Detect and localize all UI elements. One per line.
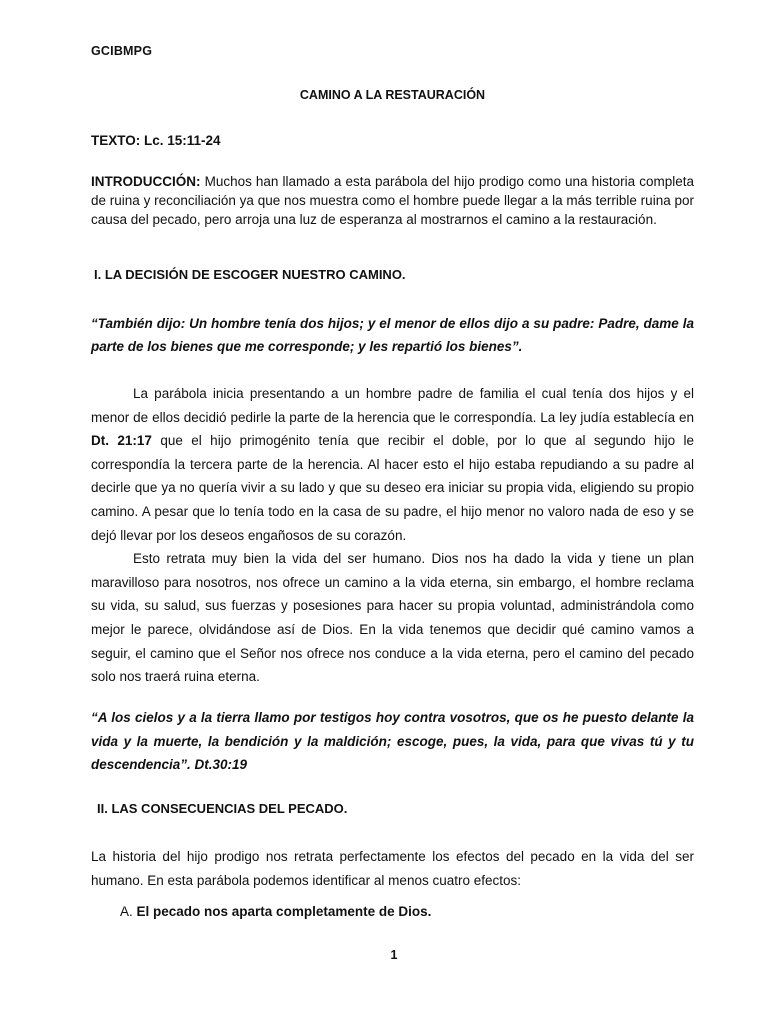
- list-item-a: [120, 904, 723, 919]
- verse-reference: Dt. 21:17: [91, 433, 152, 449]
- body-paragraphs: [91, 382, 694, 689]
- paragraph-text: La parábola inicia presentando a un hombre padre de familia el cual tenía dos hijos y el menor de ellos decidió pedirle la parte de la herencia que le correspondía. La ley judía establecía en: [91, 386, 694, 425]
- introduction-text: Muchos han llamado a esta parábola del hijo prodigo como una historia completa de ruina y reconciliación ya que nos muestra como el hombre puede llegar a la más terrible ruina por causa del pecado, pero arroja una luz de esperanza al mostrarnos el camino a la restauración.: [91, 174, 694, 227]
- paragraph-text: que el hijo primogénito tenía que recibir el doble, por lo que al segundo hijo le correspondía la tercera parte de la herencia. Al hacer esto el hijo estaba repudiando a su padre al decirle que ya no quería vivir a su lado y que su deseo era iniciar su propia vida, eligiendo su propio camino. A pesar que lo tenía todo en la casa de su padre, el hijo menor no valoro nada de eso y se dejó llevar por los deseos engañosos de su corazón.: [91, 433, 694, 543]
- page-title: CAMINO A LA RESTAURACIÓN: [299, 88, 486, 102]
- body-paragraph-2: Esto retrata muy bien la vida del ser humano. Dios nos ha dado la vida y tiene un plan maravilloso para nosotros, nos ofrece un camino a la vida eterna, sin embargo, el hombre reclama su vida, su salud, sus fuerzas y posesiones para hacer su propia voluntad, administrándola como mejor le parece, olvidándose así de Dios. En la vida tenemos que decidir qué camino vamos a seguir, el camino que el Señor nos ofrece nos conduce a la vida eterna, pero el camino del pecado solo nos traerá ruina eterna.: [91, 551, 694, 685]
- list-item-text: El pecado nos aparta completamente de Dios.: [132, 904, 432, 919]
- body-paragraph-1: [91, 382, 694, 547]
- introduction-paragraph: [91, 172, 694, 229]
- scripture-reference: TEXTO: Lc. 15:11-24: [91, 133, 221, 148]
- document-header: GCIBMPG: [91, 44, 153, 58]
- section-heading-2: II. LAS CONSECUENCIAS DEL PECADO.: [97, 801, 348, 816]
- bible-quote-2: “A los cielos y a la tierra llamo por testigos hoy contra vosotros, que os he puesto delante la vida y la muerte, la bendición y la maldición; escoge, pues, la vida, para que vivas tú y tu descendencia”. Dt.30:19: [91, 710, 694, 772]
- section-heading-1: I. LA DECISIÓN DE ESCOGER NUESTRO CAMINO.: [94, 267, 406, 282]
- page-number: 1: [390, 948, 398, 962]
- body-paragraph-3: La historia del hijo prodigo nos retrata perfectamente los efectos del pecado en la vida del ser humano. En esta parábola podemos identificar al menos cuatro efectos:: [91, 849, 694, 888]
- bible-quote-1: “También dijo: Un hombre tenía dos hijos; y el menor de ellos dijo a su padre: Padre, dame la parte de los bienes que me corresponde; y les repartió los bienes”.: [91, 316, 694, 354]
- list-item-letter: A.: [120, 904, 133, 919]
- introduction-label: INTRODUCCIÓN:: [91, 174, 201, 189]
